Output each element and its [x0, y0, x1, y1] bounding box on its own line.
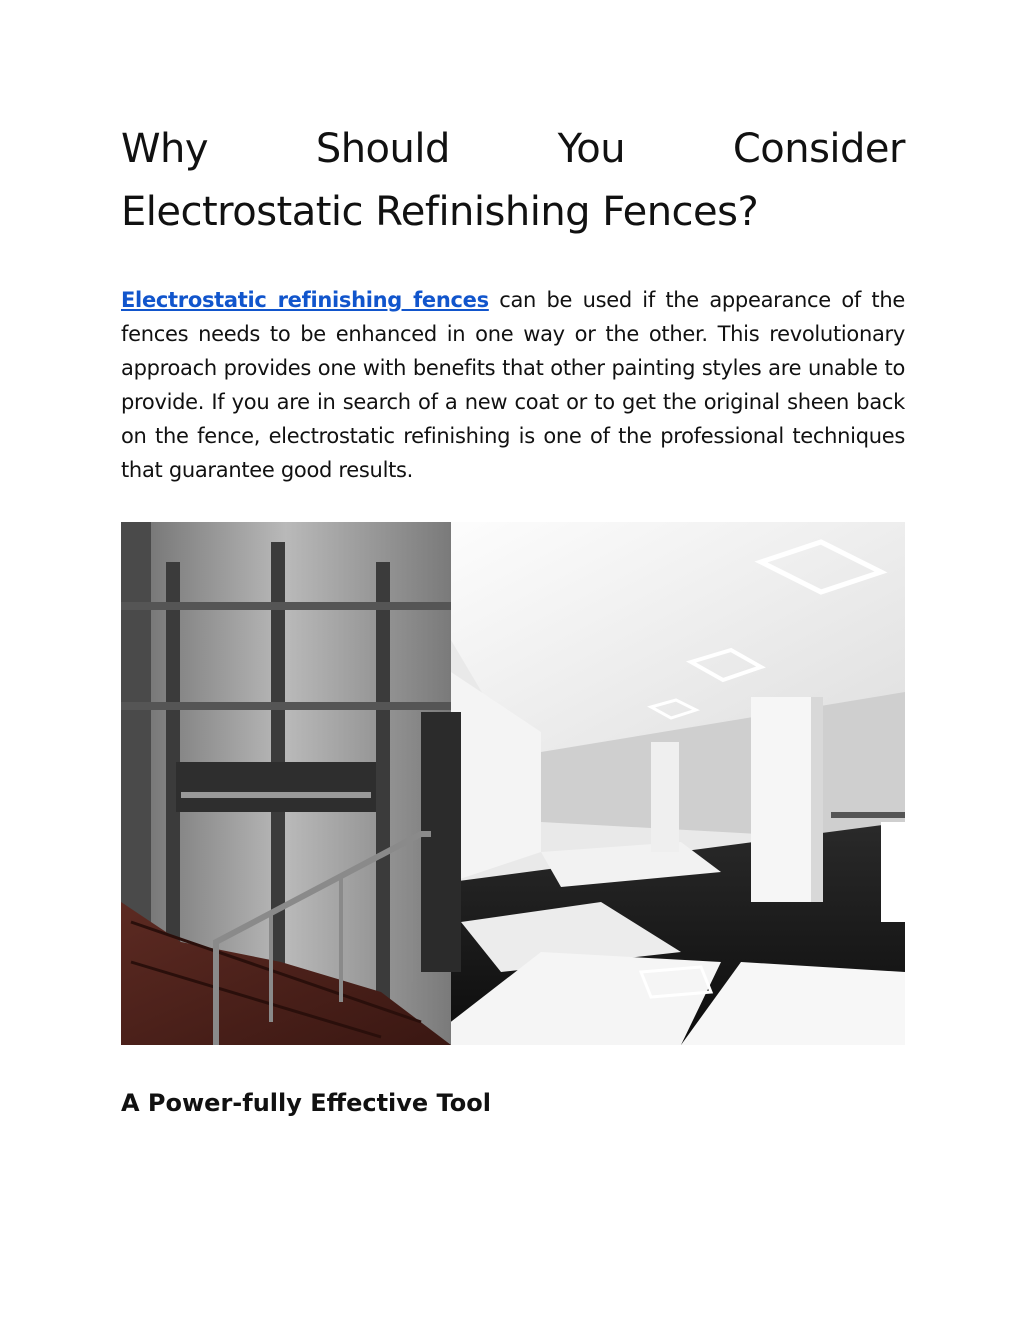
- title-word: Consider: [732, 126, 905, 172]
- electrostatic-refinishing-link[interactable]: Electrostatic refinishing fences: [121, 288, 489, 312]
- section-heading: A Power-fully Effective Tool: [121, 1089, 491, 1117]
- title-word: Why: [121, 126, 209, 172]
- title-word: You: [557, 126, 626, 172]
- interior-glass-elevator-photo: [121, 522, 905, 1045]
- title-line-2: Electrostatic Refinishing Fences?: [121, 189, 759, 235]
- page-title: [121, 118, 905, 244]
- intro-paragraph: [121, 283, 905, 487]
- intro-body-text: can be used if the appearance of the fences needs to be enhanced in one way or the other. This revolutionary approach provides one with benefits that other painting styles are unable to provide. If you are in search of a new coat or to get the original sheen back on the fence, electrostatic refinishing is one of the professional techniques that guarantee good results.: [121, 288, 905, 482]
- title-word: Should: [315, 126, 450, 172]
- title-line-1: [121, 118, 905, 181]
